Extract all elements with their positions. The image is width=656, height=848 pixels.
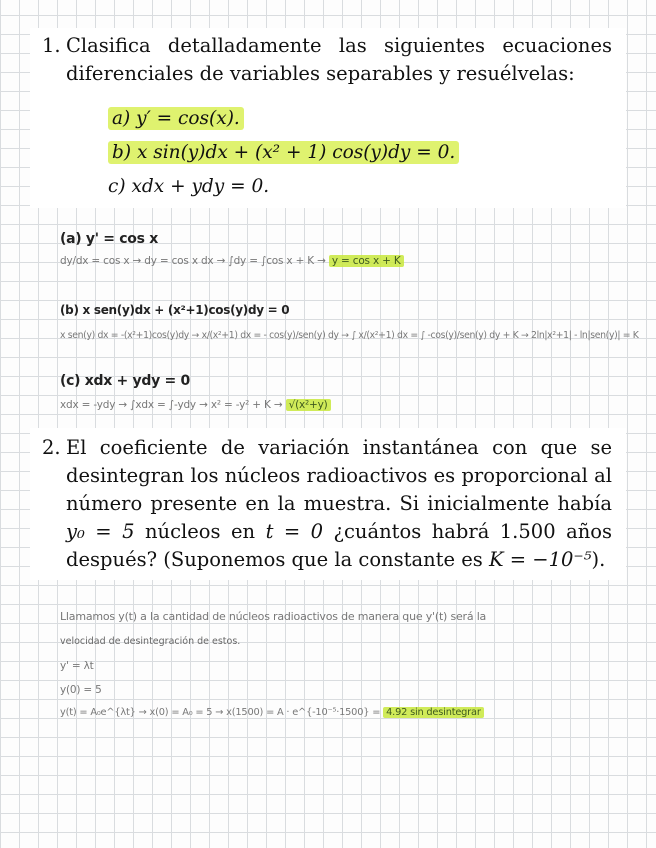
note-2-eq3-text: y(t) = A₀e^{λt} → x(0) = A₀ = 5 → x(1500) = A · e^{-10⁻⁵·1500} = [60, 707, 381, 718]
problem-1 [30, 32, 626, 88]
note-b-title: (b) x sen(y)dx + (x²+1)cos(y)dy = 0 [60, 303, 290, 317]
item-b-label: b) [112, 142, 132, 163]
note-a-result: y = cos x + K [329, 255, 404, 267]
note-b-steps: x sen(y) dx = -(x²+1)cos(y)dy → x/(x²+1) dx = - cos(y)/sen(y) dy → ∫ x/(x²+1) dx = ∫ -cos(y)/sen(y) dy + K → 2ln|x²+1| - ln|sen(y)| = K [60, 330, 639, 341]
note-a-steps-text: dy/dx = cos x → dy = cos x dx → ∫dy = ∫cos x + K → [60, 255, 326, 267]
note-2-intro-2: velocidad de desintegración de estos. [60, 636, 241, 647]
problem-2-k: K = −10⁻⁵ [488, 548, 592, 571]
note-2-eq2: y(0) = 5 [60, 684, 102, 696]
note-2-eq1: y' = λt [60, 660, 94, 672]
item-c [108, 176, 269, 197]
note-c-steps [60, 399, 331, 411]
item-c-equation: xdx + ydy = 0. [131, 176, 270, 197]
note-c-title: (c) xdx + ydy = 0 [60, 373, 190, 389]
problem-2-y0: y₀ = 5 [66, 520, 135, 543]
problem-2-number: 2. [42, 436, 61, 459]
problem-2-t0: t = 0 [265, 520, 324, 543]
problem-1-number: 1. [42, 34, 61, 57]
problem-2-sheet [30, 428, 626, 580]
note-c-steps-text: xdx = -ydy → ∫xdx = ∫-ydy → x² = -y² + K → [60, 399, 283, 411]
item-a-label: a) [112, 108, 131, 129]
item-b-highlight [108, 141, 459, 164]
note-2-eq3 [60, 707, 484, 718]
problem-2-text-1: El coeficiente de variación instantánea con que se desintegran los núcleos radioactivos es proporcional al número presente en la muestra. Si inicialmente había [66, 436, 612, 515]
problem-1-sheet [30, 28, 626, 208]
note-a-title: (a) y' = cos x [60, 231, 158, 247]
note-2-result: 4.92 sin desintegrar [383, 707, 484, 718]
problem-2-text-2: núcleos en [134, 520, 266, 543]
item-a [108, 108, 244, 129]
note-c-result: √(x²+y) [286, 399, 331, 411]
note-2-intro-1: Llamamos y(t) a la cantidad de núcleos radioactivos de manera que y'(t) será la [60, 610, 487, 623]
item-a-highlight [108, 107, 244, 130]
item-b [108, 142, 459, 163]
problem-2 [30, 434, 626, 574]
note-a-steps [60, 255, 404, 267]
problem-2-statement [66, 434, 612, 574]
item-a-equation: y′ = cos(x). [136, 108, 240, 129]
problem-1-statement: Clasifica detalladamente las siguientes ecuaciones diferenciales de variables separables y resuélvelas: [66, 34, 612, 85]
item-c-label: c) [108, 176, 126, 197]
problem-2-text-4: ). [591, 548, 606, 571]
item-b-equation: x sin(y)dx + (x² + 1) cos(y)dy = 0. [136, 142, 456, 163]
problem-2-text-3: ¿cuántos habrá 1.500 años después? (Suponemos que la constante es [66, 520, 612, 571]
